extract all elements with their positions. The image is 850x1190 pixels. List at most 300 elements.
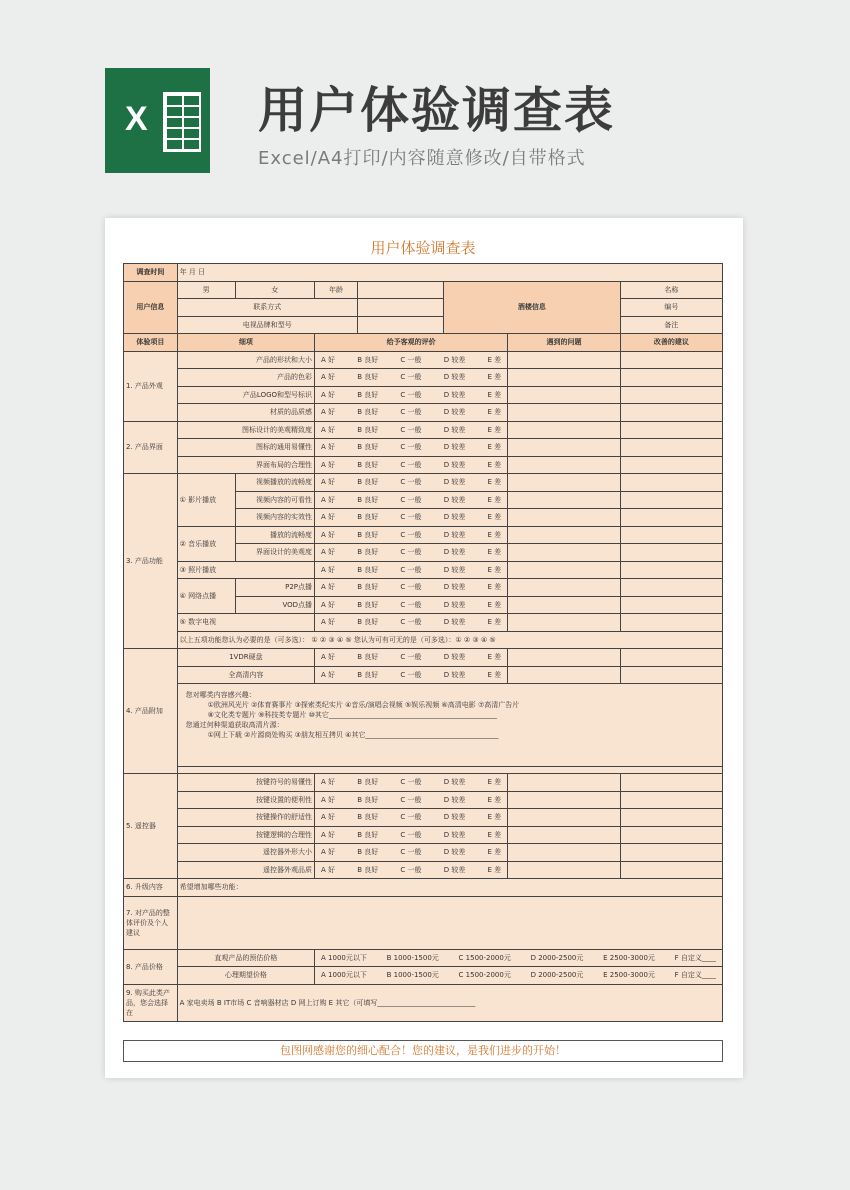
- grade-option: B 良好: [357, 355, 379, 364]
- tv-brand-field[interactable]: [357, 316, 443, 334]
- price-options[interactable]: [315, 967, 723, 985]
- suggestion-cell[interactable]: [620, 404, 722, 422]
- grade-option: B 良好: [357, 443, 379, 452]
- price-option: C 1500-2000元: [458, 971, 511, 980]
- grade-option: D 较差: [443, 565, 466, 574]
- label: ④ 网络点播: [179, 592, 217, 600]
- grade-option: B 良好: [357, 478, 379, 487]
- problem-cell[interactable]: [508, 474, 621, 492]
- label: ③ 照片播放: [179, 565, 217, 574]
- grade-option: B 良好: [357, 778, 379, 787]
- grade-option: C 一般: [400, 848, 422, 857]
- grade-option: E 差: [487, 865, 502, 874]
- problem-cell[interactable]: [508, 351, 621, 369]
- hotel-name-label: 名称: [664, 285, 679, 294]
- grade-option: A 好: [321, 653, 336, 662]
- label: ① 影片播放: [179, 495, 217, 504]
- suggestion-cell[interactable]: [620, 844, 722, 862]
- detail-item: [235, 544, 314, 562]
- grade-options[interactable]: [315, 439, 508, 457]
- problem-cell[interactable]: [508, 844, 621, 862]
- detail-item: [177, 456, 314, 474]
- detail-item: [235, 509, 314, 527]
- section-label: [124, 984, 178, 1021]
- grade-option: D 较差: [443, 373, 466, 382]
- text: 希望增加哪些功能：: [179, 883, 243, 892]
- hotel-info-label: [443, 281, 620, 334]
- grade-option: C 一般: [400, 530, 422, 539]
- grade-option: E 差: [487, 460, 502, 469]
- label: 9. 购买此类产品，您会选择在: [126, 988, 170, 1017]
- grade-option: E 差: [487, 653, 502, 662]
- grade-option: D 较差: [443, 795, 466, 804]
- male-label: 男: [202, 285, 210, 294]
- problem-cell[interactable]: [508, 649, 621, 667]
- problem-cell[interactable]: [508, 404, 621, 422]
- grade-option: B 良好: [357, 390, 379, 399]
- func-note: [177, 631, 722, 649]
- label: 产品的色彩: [277, 373, 313, 382]
- label: 2. 产品界面: [126, 443, 163, 452]
- suggestion-cell[interactable]: [620, 666, 722, 684]
- label: 5. 遥控器: [126, 822, 156, 830]
- grade-option: C 一般: [400, 373, 422, 382]
- grade-option: A 好: [321, 355, 336, 364]
- detail-item: [177, 809, 314, 827]
- grade-options[interactable]: [315, 774, 508, 792]
- detail-item: [177, 844, 314, 862]
- sheet-title: 用户体验调查表: [370, 239, 476, 257]
- problem-cell[interactable]: [508, 544, 621, 562]
- problem-cell[interactable]: [508, 774, 621, 792]
- label: 按键逻辑的合理性: [256, 830, 313, 839]
- suggestion-cell[interactable]: [620, 791, 722, 809]
- grade-option: E 差: [487, 813, 502, 822]
- grade-option: D 较差: [443, 390, 466, 399]
- user-info-label: [124, 281, 178, 334]
- grade-options[interactable]: [315, 351, 508, 369]
- grade-option: B 良好: [357, 830, 379, 839]
- excel-x-icon: X: [125, 100, 148, 138]
- grade-options[interactable]: [315, 826, 508, 844]
- grade-options[interactable]: [315, 386, 508, 404]
- suggestion-cell[interactable]: [620, 439, 722, 457]
- col-header-detail: 细项: [238, 338, 253, 347]
- grade-option: C 一般: [400, 408, 422, 417]
- label: 6. 升级内容: [126, 883, 163, 892]
- detail-item: [235, 579, 314, 597]
- label: 按键设置的便利性: [256, 795, 313, 804]
- grade-options[interactable]: [315, 456, 508, 474]
- survey-sheet: [123, 233, 723, 1062]
- suggestion-cell[interactable]: [620, 351, 722, 369]
- func-sub-label: [177, 579, 235, 614]
- grade-option: D 较差: [443, 460, 466, 469]
- grade-option: D 较差: [443, 670, 466, 679]
- buy-options[interactable]: [177, 984, 722, 1021]
- thanks-footer: 包图网感谢您的细心配合！您的建议，是我们进步的开始！: [123, 1040, 723, 1062]
- detail-item: [177, 369, 314, 387]
- grade-option: A 好: [321, 425, 336, 434]
- grade-option: A 好: [321, 848, 336, 857]
- section-label: [124, 774, 178, 879]
- value: 年 月 日: [179, 268, 206, 277]
- upgrade-field[interactable]: [177, 879, 722, 897]
- problem-cell[interactable]: [508, 509, 621, 527]
- grade-option: C 一般: [400, 583, 422, 592]
- grade-option: B 良好: [357, 670, 379, 679]
- label: 图标的通用易懂性: [256, 443, 313, 452]
- grade-option: B 良好: [357, 408, 379, 417]
- grade-option: D 较差: [443, 355, 466, 364]
- contact-label: 联系方式: [253, 303, 282, 312]
- label: 界面设计的美观度: [256, 548, 313, 557]
- label: 1VDR硬盘: [229, 653, 263, 662]
- grade-options[interactable]: [315, 369, 508, 387]
- label: VOD点播: [282, 600, 313, 609]
- label: 7. 对产品的整体评价及个人建议: [126, 908, 170, 937]
- suggestion-cell[interactable]: [620, 649, 722, 667]
- price-option: F 自定义____: [674, 953, 716, 962]
- detail-item: [235, 596, 314, 614]
- grade-option: C 一般: [400, 830, 422, 839]
- grade-option: A 好: [321, 513, 336, 522]
- price-option: A 1000元以下: [321, 953, 367, 962]
- grade-options[interactable]: [315, 491, 508, 509]
- problem-cell[interactable]: [508, 421, 621, 439]
- grade-option: C 一般: [400, 495, 422, 504]
- detail-item: [177, 649, 314, 667]
- grade-option: E 差: [487, 600, 502, 609]
- problem-cell[interactable]: [508, 579, 621, 597]
- grade-option: E 差: [487, 778, 502, 787]
- detail-item: [235, 526, 314, 544]
- col-header-item: 体验项目: [136, 338, 165, 347]
- label: 按键符号的易懂性: [256, 778, 313, 787]
- grade-option: A 好: [321, 565, 336, 574]
- grade-option: C 一般: [400, 565, 422, 574]
- func-sub-label: [177, 526, 235, 561]
- col-header-suggestion: 改善的建议: [653, 338, 689, 347]
- q1: 您对哪类内容感兴趣：: [185, 691, 256, 699]
- tv-brand-label: 电视品牌和型号: [242, 320, 292, 329]
- grade-options[interactable]: [315, 649, 508, 667]
- suggestion-cell[interactable]: [620, 369, 722, 387]
- grade-options[interactable]: [315, 844, 508, 862]
- grade-option: B 良好: [357, 583, 379, 592]
- price-option: F 自定义____: [674, 971, 716, 980]
- suggestion-cell[interactable]: [620, 491, 722, 509]
- grade-option: C 一般: [400, 513, 422, 522]
- label: 视频内容的实效性: [256, 513, 313, 522]
- func-sub-label: [177, 614, 314, 632]
- grade-option: C 一般: [400, 390, 422, 399]
- label: P2P点播: [285, 583, 313, 592]
- grade-options[interactable]: [315, 509, 508, 527]
- label: 直观产品的预估价格: [214, 953, 278, 962]
- grade-options[interactable]: [315, 404, 508, 422]
- grade-option: A 好: [321, 443, 336, 452]
- detail-item: [177, 439, 314, 457]
- grade-option: E 差: [487, 408, 502, 417]
- price-option: B 1000-1500元: [386, 971, 439, 980]
- price-option: E 2500-3000元: [603, 953, 655, 962]
- grade-option: D 较差: [443, 478, 466, 487]
- age-field[interactable]: [357, 281, 443, 299]
- problem-cell[interactable]: [508, 526, 621, 544]
- grade-option: B 良好: [357, 848, 379, 857]
- problem-cell[interactable]: [508, 614, 621, 632]
- grade-option: D 较差: [443, 848, 466, 857]
- q2a: ①网上下载 ②片源商处购买 ③朋友相互拷贝 ④其它______________________________________: [207, 731, 499, 739]
- grade-option: A 好: [321, 778, 336, 787]
- col-header-rating: 给予客观的评价: [386, 338, 436, 347]
- grade-option: C 一般: [400, 443, 422, 452]
- label: ② 音乐播放: [179, 539, 217, 548]
- suggestion-cell[interactable]: [620, 456, 722, 474]
- detail-item: [177, 421, 314, 439]
- price-option: C 1500-2000元: [458, 953, 511, 962]
- grade-option: E 差: [487, 795, 502, 804]
- label: 按键操作的舒适性: [256, 813, 313, 822]
- grade-option: E 差: [487, 443, 502, 452]
- suggestion-cell[interactable]: [620, 579, 722, 597]
- label: 全高清内容: [228, 670, 264, 679]
- section-label: [124, 351, 178, 421]
- suggestion-cell[interactable]: [620, 809, 722, 827]
- problem-cell[interactable]: [508, 809, 621, 827]
- grade-option: C 一般: [400, 670, 422, 679]
- grade-option: E 差: [487, 830, 502, 839]
- grade-option: B 良好: [357, 565, 379, 574]
- label: 界面布局的合理性: [256, 460, 313, 469]
- label: 心理期望价格: [224, 971, 267, 980]
- grade-option: B 良好: [357, 618, 379, 627]
- section-label: [124, 421, 178, 474]
- contact-field[interactable]: [357, 299, 443, 317]
- q2: 您通过何种渠道获取高清片源：: [185, 721, 284, 729]
- problem-cell[interactable]: [508, 666, 621, 684]
- grade-option: D 较差: [443, 443, 466, 452]
- grade-option: C 一般: [400, 618, 422, 627]
- grade-option: C 一般: [400, 813, 422, 822]
- price-options[interactable]: [315, 949, 723, 967]
- grade-option: A 好: [321, 795, 336, 804]
- label: 产品LOGO和型号标识: [242, 390, 313, 399]
- problem-cell[interactable]: [508, 596, 621, 614]
- grade-option: C 一般: [400, 460, 422, 469]
- grade-option: B 良好: [357, 373, 379, 382]
- suggestion-cell[interactable]: [620, 561, 722, 579]
- grade-options[interactable]: [315, 561, 508, 579]
- detail-item: [177, 949, 314, 967]
- col-header-problem: 遇到的问题: [546, 338, 582, 347]
- section-label: [124, 474, 178, 649]
- label: 调查时间: [136, 268, 165, 277]
- suggestion-cell[interactable]: [620, 509, 722, 527]
- problem-cell[interactable]: [508, 369, 621, 387]
- grade-option: D 较差: [443, 408, 466, 417]
- grade-option: A 好: [321, 478, 336, 487]
- suggestion-cell[interactable]: [620, 474, 722, 492]
- grade-option: D 较差: [443, 813, 466, 822]
- problem-cell[interactable]: [508, 456, 621, 474]
- grade-option: D 较差: [443, 495, 466, 504]
- grade-options[interactable]: [315, 474, 508, 492]
- grade-option: A 好: [321, 548, 336, 557]
- suggestion-cell[interactable]: [620, 526, 722, 544]
- grade-option: A 好: [321, 408, 336, 417]
- grade-option: A 好: [321, 583, 336, 592]
- grade-option: B 良好: [357, 865, 379, 874]
- detail-item: [177, 774, 314, 792]
- page-subtitle: Excel/A4打印/内容随意修改/自带格式: [258, 148, 586, 169]
- problem-cell[interactable]: [508, 386, 621, 404]
- grade-option: B 良好: [357, 813, 379, 822]
- grade-option: B 良好: [357, 425, 379, 434]
- grade-option: E 差: [487, 618, 502, 627]
- price-option: A 1000元以下: [321, 971, 367, 980]
- suggestion-cell[interactable]: [620, 826, 722, 844]
- grade-option: A 好: [321, 670, 336, 679]
- label: 遥控器外观品质: [263, 865, 313, 874]
- suggestion-cell[interactable]: [620, 596, 722, 614]
- grade-options[interactable]: [315, 614, 508, 632]
- content-interest-block: [177, 684, 722, 767]
- label: 遥控器外形大小: [263, 848, 313, 857]
- grade-option: E 差: [487, 495, 502, 504]
- grade-option: A 好: [321, 600, 336, 609]
- grade-option: A 好: [321, 530, 336, 539]
- detail-item: [177, 666, 314, 684]
- grade-option: E 差: [487, 848, 502, 857]
- grade-option: B 良好: [357, 460, 379, 469]
- price-option: E 2500-3000元: [603, 971, 655, 980]
- detail-item: [177, 861, 314, 879]
- grade-option: E 差: [487, 530, 502, 539]
- grade-options[interactable]: [315, 666, 508, 684]
- func-sub-label: [177, 474, 235, 527]
- label: 4. 产品附加: [126, 707, 163, 715]
- grade-option: A 好: [321, 495, 336, 504]
- suggestion-cell[interactable]: [620, 386, 722, 404]
- grade-option: E 差: [487, 425, 502, 434]
- label: 视频内容的可看性: [256, 495, 313, 504]
- hotel-note-label: 备注: [664, 320, 679, 329]
- label: 酒楼信息: [517, 303, 546, 312]
- suggestion-cell[interactable]: [620, 544, 722, 562]
- grade-option: E 差: [487, 513, 502, 522]
- grade-option: A 好: [321, 813, 336, 822]
- age-label: 年龄: [328, 285, 343, 294]
- label: ⑤ 数字电视: [179, 618, 217, 627]
- detail-item: [177, 404, 314, 422]
- grade-options[interactable]: [315, 861, 508, 879]
- grade-option: B 良好: [357, 513, 379, 522]
- grade-option: E 差: [487, 373, 502, 382]
- survey-time-label: [124, 264, 178, 282]
- price-option: D 2000-2500元: [530, 971, 584, 980]
- detail-item: [177, 386, 314, 404]
- grade-option: B 良好: [357, 600, 379, 609]
- grade-option: E 差: [487, 670, 502, 679]
- label: 用户信息: [136, 303, 165, 312]
- note: 以上五项功能您认为必要的是（可多选）： ① ② ③ ④ ⑤ 您认为可有可无的是（可多选）：① ② ③ ④ ⑤: [179, 635, 496, 644]
- grade-option: E 差: [487, 583, 502, 592]
- section-label: [124, 949, 178, 984]
- detail-item: [177, 826, 314, 844]
- detail-item: [177, 791, 314, 809]
- grade-options[interactable]: [315, 579, 508, 597]
- detail-item: [235, 491, 314, 509]
- survey-table: [123, 263, 723, 1022]
- grade-option: D 较差: [443, 618, 466, 627]
- suggestion-cell[interactable]: [620, 421, 722, 439]
- grade-option: D 较差: [443, 513, 466, 522]
- grade-options[interactable]: [315, 791, 508, 809]
- detail-item: [177, 967, 314, 985]
- problem-cell[interactable]: [508, 791, 621, 809]
- suggestion-cell[interactable]: [620, 614, 722, 632]
- grade-options[interactable]: [315, 809, 508, 827]
- grade-options[interactable]: [315, 421, 508, 439]
- grade-option: C 一般: [400, 478, 422, 487]
- grade-option: D 较差: [443, 600, 466, 609]
- section-label: [124, 649, 178, 774]
- grade-option: C 一般: [400, 425, 422, 434]
- grade-option: E 差: [487, 548, 502, 557]
- grade-option: D 较差: [443, 778, 466, 787]
- grade-options[interactable]: [315, 596, 508, 614]
- problem-cell[interactable]: [508, 561, 621, 579]
- grade-option: D 较差: [443, 530, 466, 539]
- grade-option: B 良好: [357, 795, 379, 804]
- problem-cell[interactable]: [508, 439, 621, 457]
- spreadsheet-grid-icon: [163, 92, 201, 152]
- label: 3. 产品功能: [126, 557, 163, 565]
- label: 图标设计的美观精致度: [242, 425, 313, 434]
- q1b: ⑧文化类专题片 ⑨科技类专题片 ⑩其它________________________________________________: [207, 711, 497, 719]
- problem-cell[interactable]: [508, 826, 621, 844]
- problem-cell[interactable]: [508, 491, 621, 509]
- survey-time-value[interactable]: [177, 264, 722, 282]
- label: 播放的流畅度: [270, 530, 313, 539]
- overall-field[interactable]: [177, 896, 722, 949]
- price-option: D 2000-2500元: [530, 953, 584, 962]
- grade-options[interactable]: [315, 544, 508, 562]
- grade-option: E 差: [487, 355, 502, 364]
- grade-option: C 一般: [400, 795, 422, 804]
- suggestion-cell[interactable]: [620, 861, 722, 879]
- grade-option: C 一般: [400, 548, 422, 557]
- grade-option: D 较差: [443, 583, 466, 592]
- grade-option: A 好: [321, 618, 336, 627]
- label: 产品的形状和大小: [256, 355, 313, 364]
- suggestion-cell[interactable]: [620, 774, 722, 792]
- hotel-no-label: 编号: [664, 303, 679, 312]
- func-sub-label: [177, 561, 314, 579]
- grade-option: E 差: [487, 478, 502, 487]
- label: 材质的品质感: [270, 408, 313, 417]
- grade-option: A 好: [321, 460, 336, 469]
- problem-cell[interactable]: [508, 861, 621, 879]
- grade-option: A 好: [321, 390, 336, 399]
- grade-options[interactable]: [315, 526, 508, 544]
- grade-option: E 差: [487, 390, 502, 399]
- grade-option: B 良好: [357, 548, 379, 557]
- grade-option: C 一般: [400, 865, 422, 874]
- section-label: [124, 879, 178, 897]
